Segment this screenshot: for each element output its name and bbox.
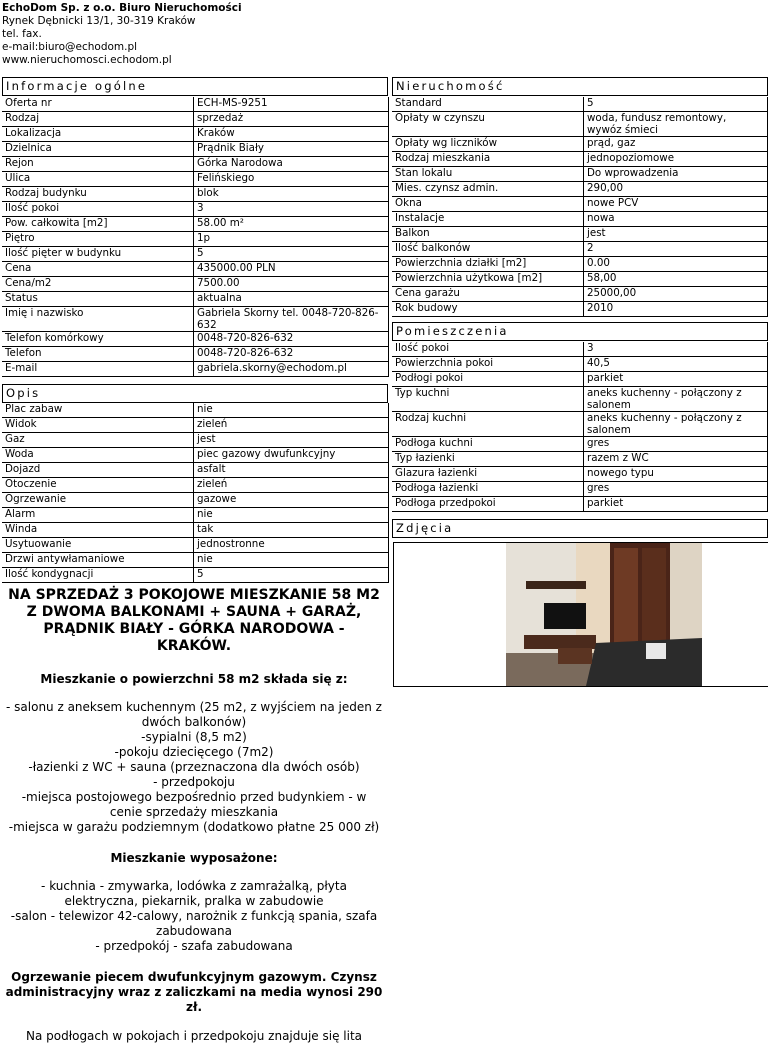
table-row: [2, 262, 389, 277]
field-label: Standard: [392, 97, 584, 112]
field-label: Instalacje: [392, 212, 584, 227]
field-value: nie: [194, 508, 389, 523]
field-label: Cena: [2, 262, 194, 277]
field-value: sprzedaż: [194, 112, 389, 127]
table-row: [2, 112, 389, 127]
table-row: [2, 523, 389, 538]
table-row: [2, 187, 389, 202]
apartment-photo[interactable]: [506, 543, 702, 686]
field-value: 0.00: [584, 257, 768, 272]
field-label: Plac zabaw: [2, 403, 194, 418]
field-value: Górka Narodowa: [194, 157, 389, 172]
field-value: aktualna: [194, 292, 389, 307]
property-table: [392, 97, 768, 317]
table-row: [2, 362, 389, 377]
table-row: [392, 357, 768, 372]
table-row: [2, 202, 389, 217]
field-label: Okna: [392, 197, 584, 212]
table-row: [2, 403, 389, 418]
opis-title: Opis: [2, 384, 388, 403]
table-row: [392, 437, 768, 452]
field-value: woda, fundusz remontowy, wywóz śmieci: [584, 112, 768, 137]
field-label: Rodzaj budynku: [2, 187, 194, 202]
table-row: [2, 553, 389, 568]
agency-header: [2, 2, 242, 67]
field-label: Rok budowy: [392, 302, 584, 317]
field-label: Dzielnica: [2, 142, 194, 157]
equipment-list: [0, 879, 388, 954]
field-value: nowe PCV: [584, 197, 768, 212]
field-label: Podłoga przedpokoi: [392, 497, 584, 512]
field-value: 40,5: [584, 357, 768, 372]
description-line: - salonu z aneksem kuchennym (25 m2, z wyjściem na jeden z dwóch balkonów): [6, 700, 382, 729]
table-row: [392, 387, 768, 412]
field-label: Cena garażu: [392, 287, 584, 302]
email-line: e-mail:biuro@echodom.pl: [2, 41, 138, 53]
table-row: [2, 463, 389, 478]
field-value: parkiet: [584, 372, 768, 387]
field-label: Ilość kondygnacji: [2, 568, 194, 583]
field-value: piec gazowy dwufunkcyjny: [194, 448, 389, 463]
field-label: Ilość pokoi: [2, 202, 194, 217]
field-label: Mies. czynsz admin.: [392, 182, 584, 197]
website-line: www.nieruchomosci.echodom.pl: [2, 54, 172, 66]
field-value: jednopoziomowe: [584, 152, 768, 167]
field-label: Oferta nr: [2, 97, 194, 112]
field-label: Powierzchnia użytkowa [m2]: [392, 272, 584, 287]
field-label: Podłoga łazienki: [392, 482, 584, 497]
table-row: [2, 433, 389, 448]
table-row: [392, 182, 768, 197]
table-row: [392, 372, 768, 387]
table-row: [2, 232, 389, 247]
table-row: [392, 197, 768, 212]
field-value: 58,00: [584, 272, 768, 287]
field-label: Rodzaj kuchni: [392, 412, 584, 437]
table-row: [2, 538, 389, 553]
table-row: [2, 157, 389, 172]
table-row: [392, 482, 768, 497]
field-value: 290,00: [584, 182, 768, 197]
description-line: - przedpokoju: [153, 775, 235, 789]
table-row: [392, 112, 768, 137]
table-row: [2, 277, 389, 292]
field-label: Ilość pięter w budynku: [2, 247, 194, 262]
table-row: [392, 152, 768, 167]
table-row: [392, 257, 768, 272]
property-title: Nieruchomość: [392, 77, 768, 96]
table-row: [2, 292, 389, 307]
field-label: Widok: [2, 418, 194, 433]
field-value: jest: [584, 227, 768, 242]
field-value: nie: [194, 553, 389, 568]
table-row: [392, 467, 768, 482]
field-value: 0048-720-826-632: [194, 332, 389, 347]
field-value: zieleń: [194, 418, 389, 433]
field-label: Powierzchnia działki [m2]: [392, 257, 584, 272]
field-label: E-mail: [2, 362, 194, 377]
field-value: gabriela.skorny@echodom.pl: [194, 362, 389, 377]
table-row: [2, 142, 389, 157]
table-row: [392, 452, 768, 467]
field-value: jest: [194, 433, 389, 448]
table-row: [2, 493, 389, 508]
field-label: Typ kuchni: [392, 387, 584, 412]
general-info-title: Informacje ogólne: [2, 77, 388, 96]
field-value: prąd, gaz: [584, 137, 768, 152]
field-value: 3: [584, 342, 768, 357]
field-value: zieleń: [194, 478, 389, 493]
field-value: tak: [194, 523, 389, 538]
table-row: [392, 272, 768, 287]
description-line: -łazienki z WC + sauna (przeznaczona dla dwóch osób): [28, 760, 360, 774]
field-label: Lokalizacja: [2, 127, 194, 142]
field-value: 0048-720-826-632: [194, 347, 389, 362]
field-label: Rodzaj: [2, 112, 194, 127]
field-label: Typ łazienki: [392, 452, 584, 467]
description: [0, 585, 388, 1044]
table-row: [2, 217, 389, 232]
field-value: nie: [194, 403, 389, 418]
description-line: - przedpokój - szafa zabudowana: [95, 939, 293, 953]
opis-table: [2, 403, 389, 583]
field-value: Do wprowadzenia: [584, 167, 768, 182]
field-label: Usytuowanie: [2, 538, 194, 553]
field-label: Opłaty w czynszu: [392, 112, 584, 137]
heating-note: Ogrzewanie piecem dwufunkcyjnym gazowym. Czynsz administracyjny wraz z zaliczkami na media wynosi 290 zł.: [5, 970, 383, 1014]
table-row: [2, 127, 389, 142]
field-value: 5: [584, 97, 768, 112]
field-value: 3: [194, 202, 389, 217]
table-row: [392, 302, 768, 317]
field-value: parkiet: [584, 497, 768, 512]
table-row: [392, 342, 768, 357]
field-value: aneks kuchenny - połączony z salonem: [584, 412, 768, 437]
description-line: -sypialni (8,5 m2): [141, 730, 247, 744]
field-label: Telefon komórkowy: [2, 332, 194, 347]
field-label: Alarm: [2, 508, 194, 523]
field-label: Cena/m2: [2, 277, 194, 292]
field-value: gazowe: [194, 493, 389, 508]
field-value: nowego typu: [584, 467, 768, 482]
field-label: Pow. całkowita [m2]: [2, 217, 194, 232]
table-row: [2, 448, 389, 463]
field-label: Ogrzewanie: [2, 493, 194, 508]
table-row: [2, 97, 389, 112]
field-value: gres: [584, 482, 768, 497]
photos-title: Zdjęcia: [392, 519, 768, 538]
layout-list: [0, 700, 388, 835]
table-row: [2, 247, 389, 262]
field-value: jednostronne: [194, 538, 389, 553]
field-label: Ilość balkonów: [392, 242, 584, 257]
field-label: Rodzaj mieszkania: [392, 152, 584, 167]
field-value: asfalt: [194, 463, 389, 478]
field-label: Stan lokalu: [392, 167, 584, 182]
field-value: 1p: [194, 232, 389, 247]
field-value: 7500.00: [194, 277, 389, 292]
floor-note: Na podłogach w pokojach i przedpokoju znajduje się lita: [25, 1029, 363, 1043]
field-label: Dojazd: [2, 463, 194, 478]
field-label: Telefon: [2, 347, 194, 362]
description-line: -pokoju dziecięcego (7m2): [114, 745, 274, 759]
field-value: 5: [194, 247, 389, 262]
table-row: [2, 508, 389, 523]
field-label: Woda: [2, 448, 194, 463]
description-line: -miejsca w garażu podziemnym (dodatkowo płatne 25 000 zł): [8, 820, 380, 834]
field-value: Kraków: [194, 127, 389, 142]
field-label: Gaz: [2, 433, 194, 448]
table-row: [2, 332, 389, 347]
table-row: [392, 212, 768, 227]
photo-gallery: [393, 542, 768, 687]
description-line: -salon - telewizor 42-calowy, narożnik z funkcją spania, szafa zabudowana: [10, 909, 378, 938]
offer-headline: NA SPRZEDAŻ 3 POKOJOWE MIESZKANIE 58 M2 Z DWOMA BALKONAMI + SAUNA + GARAŻ, PRĄDNIK BIAŁY - GÓRKA NARODOWA - KRAKÓW.: [8, 587, 380, 654]
address-line: Rynek Dębnicki 13/1, 30-319 Kraków: [2, 15, 196, 27]
field-value: 435000.00 PLN: [194, 262, 389, 277]
company-name: EchoDom Sp. z o.o. Biuro Nieruchomości: [2, 2, 242, 14]
field-value: ECH-MS-9251: [194, 97, 389, 112]
general-info-table: [2, 97, 389, 377]
field-label: Ilość pokoi: [392, 342, 584, 357]
table-row: [392, 287, 768, 302]
field-value: 58.00 m²: [194, 217, 389, 232]
field-label: Podłoga kuchni: [392, 437, 584, 452]
field-value: razem z WC: [584, 452, 768, 467]
field-value: Felińskiego: [194, 172, 389, 187]
rooms-table: [392, 342, 768, 512]
field-value: 2: [584, 242, 768, 257]
fax-line: tel. fax.: [2, 28, 42, 40]
field-value: 5: [194, 568, 389, 583]
field-value: Gabriela Skorny tel. 0048-720-826-632: [194, 307, 389, 332]
table-row: [2, 478, 389, 493]
description-line: -miejsca postojowego bezpośrednio przed budynkiem - w cenie sprzedaży mieszkania: [21, 790, 367, 819]
field-label: Podłogi pokoi: [392, 372, 584, 387]
field-value: nowa: [584, 212, 768, 227]
field-label: Rejon: [2, 157, 194, 172]
field-label: Balkon: [392, 227, 584, 242]
equipment-heading: Mieszkanie wyposażone:: [110, 851, 278, 865]
field-label: Drzwi antywłamaniowe: [2, 553, 194, 568]
field-label: Winda: [2, 523, 194, 538]
field-label: Imię i nazwisko: [2, 307, 194, 332]
table-row: [392, 242, 768, 257]
table-row: [392, 137, 768, 152]
rooms-title: Pomieszczenia: [392, 322, 768, 341]
field-label: Status: [2, 292, 194, 307]
table-row: [2, 307, 389, 332]
table-row: [392, 412, 768, 437]
table-row: [392, 227, 768, 242]
table-row: [392, 167, 768, 182]
table-row: [2, 172, 389, 187]
layout-heading: Mieszkanie o powierzchni 58 m2 składa się z:: [40, 672, 348, 686]
table-row: [392, 497, 768, 512]
field-label: Powierzchnia pokoi: [392, 357, 584, 372]
field-value: 2010: [584, 302, 768, 317]
table-row: [392, 97, 768, 112]
table-row: [2, 418, 389, 433]
field-label: Glazura łazienki: [392, 467, 584, 482]
field-value: aneks kuchenny - połączony z salonem: [584, 387, 768, 412]
field-label: Ulica: [2, 172, 194, 187]
field-value: 25000,00: [584, 287, 768, 302]
description-line: - kuchnia - zmywarka, lodówka z zamrażalką, płyta elektryczna, piekarnik, pralka w zabudowie: [41, 879, 347, 908]
table-row: [2, 347, 389, 362]
field-value: blok: [194, 187, 389, 202]
field-label: Piętro: [2, 232, 194, 247]
field-label: Otoczenie: [2, 478, 194, 493]
field-value: Prądnik Biały: [194, 142, 389, 157]
field-value: gres: [584, 437, 768, 452]
field-label: Opłaty wg liczników: [392, 137, 584, 152]
table-row: [2, 568, 389, 583]
